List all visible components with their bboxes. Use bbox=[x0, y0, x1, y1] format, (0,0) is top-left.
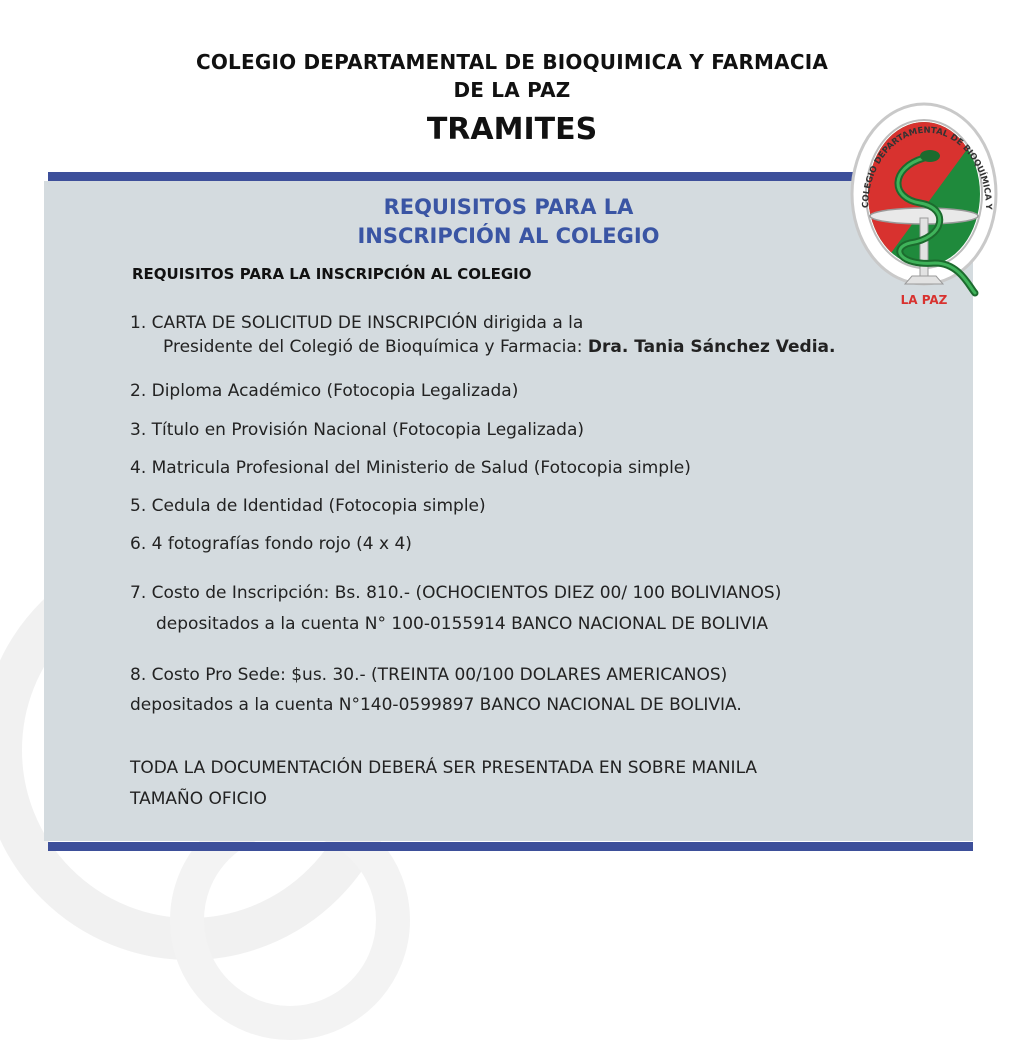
president-name: Dra. Tania Sánchez Vedia. bbox=[587, 337, 836, 357]
requirement-item-1-line2-text: Presidente del Colegió de Bioquímica y Farmacia: bbox=[163, 337, 588, 357]
logo-location: LA PAZ bbox=[900, 293, 948, 307]
requirement-item-5: 5. Cedula de Identidad (Fotocopia simple) bbox=[130, 496, 486, 516]
college-seal-icon bbox=[850, 98, 1000, 308]
requirement-item-4: 4. Matricula Profesional del Ministerio de Salud (Fotocopia simple) bbox=[130, 458, 691, 478]
requirement-item-6: 6. 4 fotografías fondo rojo (4 x 4) bbox=[130, 534, 412, 554]
org-name-line2: DE LA PAZ bbox=[453, 78, 571, 102]
requirement-item-2: 2. Diploma Académico (Fotocopia Legalizada) bbox=[130, 381, 519, 401]
submission-note bbox=[130, 756, 757, 811]
requirement-item-8-line2: depositados a la cuenta N°140-0599897 BANCO NACIONAL DE BOLIVIA. bbox=[130, 695, 742, 715]
requirement-item-3: 3. Título en Provisión Nacional (Fotocopia Legalizada) bbox=[130, 420, 584, 440]
panel-title-line2: INSCRIPCIÓN AL COLEGIO bbox=[357, 224, 660, 248]
panel-title bbox=[44, 193, 973, 251]
requirement-item-1-line2 bbox=[130, 335, 835, 359]
requirement-item-8-line1: 8. Costo Pro Sede: $us. 30.- (TREINTA 00/100 DOLARES AMERICANOS) bbox=[130, 665, 728, 685]
page-title: TRAMITES bbox=[426, 112, 598, 147]
college-logo bbox=[850, 98, 1000, 308]
top-accent-bar bbox=[48, 172, 973, 181]
requirement-item-7 bbox=[130, 581, 781, 636]
requirement-item-7-line1: 7. Costo de Inscripción: Bs. 810.- (OCHOCIENTOS DIEZ 00/ 100 BOLIVIANOS) bbox=[130, 583, 782, 603]
requirements-panel bbox=[44, 181, 973, 841]
org-name-line1: COLEGIO DEPARTAMENTAL DE BIOQUIMICA Y FARMACIA bbox=[195, 50, 829, 74]
requirements-subheading: REQUISITOS PARA LA INSCRIPCIÓN AL COLEGIO bbox=[132, 265, 532, 283]
panel-title-line1: REQUISITOS PARA LA bbox=[383, 195, 634, 219]
requirement-item-1 bbox=[130, 311, 835, 359]
submission-note-line2: TAMAÑO OFICIO bbox=[130, 789, 267, 809]
requirement-item-7-line2: depositados a la cuenta N° 100-0155914 BANCO NACIONAL DE BOLIVIA bbox=[156, 614, 769, 634]
requirement-item-8 bbox=[130, 663, 742, 717]
requirement-item-1-line1: 1. CARTA DE SOLICITUD DE INSCRIPCIÓN dirigida a la bbox=[130, 313, 584, 333]
logo-ring-text: COLEGIO DEPARTAMENTAL DE BIOQUÍMICA Y bbox=[860, 125, 994, 210]
submission-note-line1: TODA LA DOCUMENTACIÓN DEBERÁ SER PRESENTADA EN SOBRE MANILA bbox=[130, 758, 758, 778]
bottom-accent-bar bbox=[48, 842, 973, 851]
